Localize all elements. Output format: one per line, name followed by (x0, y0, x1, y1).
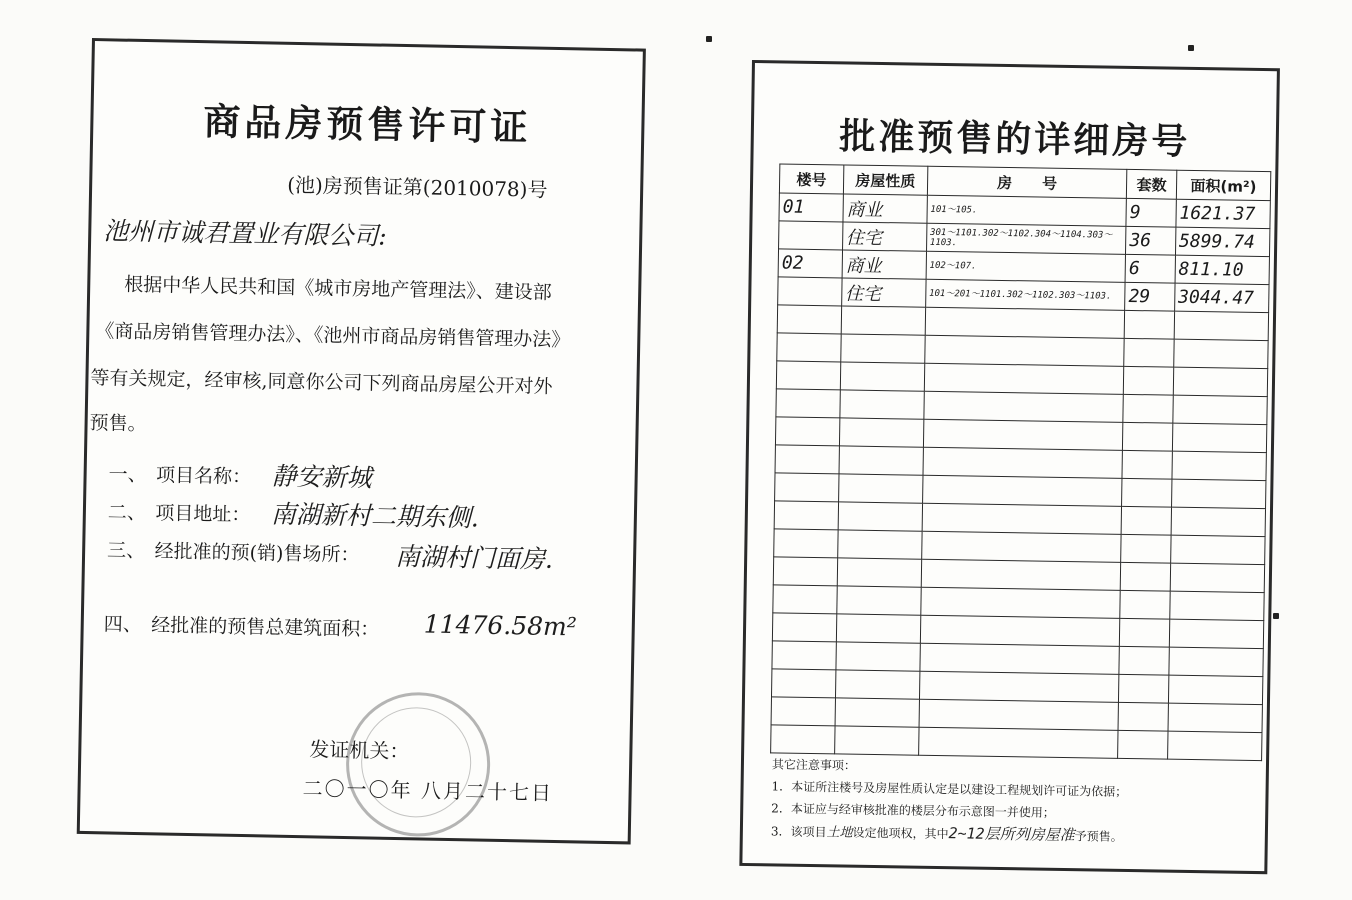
blank-cell (922, 503, 1122, 534)
blank-cell (835, 698, 919, 727)
blank-cell (1121, 506, 1171, 535)
cell-area: 811.10 (1175, 255, 1270, 284)
body-line-2: 《商品房销售管理办法》、《池州市商品房销售管理办法》 (95, 320, 571, 352)
cell-count: 36 (1126, 226, 1176, 255)
blank-cell (771, 725, 835, 754)
blank-cell (1123, 366, 1173, 395)
item4-label: 四、 经批准的预售总建筑面积： (103, 613, 380, 641)
cell-rooms: 101～201～1101.302～1102.303～1103. (925, 279, 1125, 310)
blank-cell (835, 670, 919, 699)
blank-cell (1118, 730, 1168, 759)
blank-cell (837, 530, 921, 559)
blank-cell (838, 474, 922, 503)
blank-rows (771, 305, 1269, 761)
cell-rooms: 101～105. (927, 195, 1127, 226)
sales-location: 南湖村门面房. (394, 541, 554, 574)
blank-cell (1118, 702, 1168, 731)
blank-cell (777, 305, 841, 334)
blank-cell (1173, 395, 1268, 424)
body-line-3: 等有关规定，经审核,同意你公司下列商品房屋公开对外 (90, 367, 553, 398)
blank-cell (1119, 646, 1169, 675)
cell-area: 5899.74 (1175, 227, 1270, 256)
header-building: 楼号 (779, 164, 843, 194)
cell-building: 01 (779, 193, 843, 222)
blank-cell (841, 306, 925, 335)
cell-building: 02 (778, 249, 842, 278)
blank-cell (836, 642, 920, 671)
blank-cell (1171, 507, 1266, 536)
blank-cell (837, 558, 921, 587)
header-type: 房屋性质 (843, 165, 927, 195)
blank-cell (775, 445, 839, 474)
blank-cell (775, 473, 839, 502)
blank-cell (836, 614, 920, 643)
note-3-hand-land: 土地 (826, 825, 853, 841)
blank-cell (1121, 534, 1171, 563)
header-count: 套数 (1127, 169, 1177, 199)
note-3-hand-floors: 2~12层所列房屋准 (948, 824, 1075, 845)
blank-cell (772, 613, 836, 642)
blank-cell (1119, 674, 1169, 703)
issuer-label: 发证机关： (309, 737, 410, 764)
blank-cell (772, 641, 836, 670)
header-area: 面积(m²) (1176, 170, 1271, 200)
blank-cell (920, 643, 1120, 674)
blank-cell (840, 390, 924, 419)
cell-type: 商业 (843, 194, 927, 223)
permit-title: 商品房预售许可证 (203, 100, 532, 150)
cert-number: (池)房预售证第(2010078)号 (286, 172, 548, 202)
blank-cell (776, 389, 840, 418)
issue-date: 二〇一〇年 八月二十七日 (302, 776, 554, 805)
blank-cell (1168, 675, 1263, 704)
official-seal (345, 691, 492, 838)
body-line-1: 根据中华人民共和国《城市房地产管理法》、建设部 (124, 273, 552, 304)
room-table (770, 163, 1271, 761)
blank-cell (776, 361, 840, 390)
cell-type: 住宅 (841, 278, 925, 307)
blank-cell (839, 418, 923, 447)
project-name: 静安新城 (271, 461, 372, 493)
blank-cell (838, 502, 922, 531)
blank-cell (1120, 562, 1170, 591)
scan-speck (1188, 45, 1194, 51)
blank-cell (771, 669, 835, 698)
blank-cell (1124, 338, 1174, 367)
cell-area: 1621.37 (1176, 199, 1271, 228)
blank-cell (920, 615, 1120, 646)
blank-cell (1122, 478, 1172, 507)
cell-count: 9 (1126, 198, 1176, 227)
notes-section (771, 753, 1252, 851)
blank-cell (774, 529, 838, 558)
blank-cell (918, 727, 1118, 758)
item2-label: 二、 项目地址： (107, 501, 251, 527)
blank-cell (840, 362, 924, 391)
blank-cell (1122, 450, 1172, 479)
header-rooms: 房 号 (927, 166, 1127, 198)
blank-cell (1123, 422, 1173, 451)
notes-title: 其它注意事项： (771, 757, 857, 773)
blank-cell (1170, 591, 1265, 620)
blank-cell (841, 334, 925, 363)
blank-cell (1123, 394, 1173, 423)
room-details-panel (739, 60, 1280, 874)
note-3-suffix: 予预售。 (1074, 829, 1123, 844)
blank-cell (924, 391, 1124, 422)
cell-type: 住宅 (842, 222, 926, 251)
body-line-4: 预售。 (89, 412, 147, 436)
scan-speck (706, 36, 712, 42)
blank-cell (1167, 731, 1262, 760)
cell-count: 6 (1125, 254, 1175, 283)
blank-cell (775, 417, 839, 446)
company-name: 池州市诚君置业有限公司: (103, 216, 387, 251)
blank-cell (925, 307, 1125, 338)
blank-cell (923, 419, 1123, 450)
blank-cell (924, 363, 1124, 394)
cell-rooms: 301～1101.302～1102.304～1104.303～1103. (926, 223, 1126, 254)
blank-cell (919, 699, 1119, 730)
blank-cell (777, 333, 841, 362)
blank-cell (1124, 310, 1174, 339)
blank-cell (773, 557, 837, 586)
item3-label: 三、 经批准的预(销)售场所： (106, 539, 360, 567)
blank-cell (1172, 423, 1267, 452)
cell-area: 3044.47 (1174, 283, 1269, 312)
blank-cell (839, 446, 923, 475)
blank-cell (922, 475, 1122, 506)
blank-cell (923, 447, 1123, 478)
cell-rooms: 102～107. (926, 251, 1126, 282)
blank-cell (1120, 590, 1170, 619)
blank-cell (1168, 703, 1263, 732)
blank-cell (1172, 451, 1267, 480)
blank-cell (925, 335, 1125, 366)
scan-speck (1273, 613, 1279, 619)
blank-cell (1173, 367, 1268, 396)
blank-cell (834, 726, 918, 755)
blank-cell (1120, 618, 1170, 647)
cell-building (778, 277, 842, 306)
note-3-prefix: 3．该项目 (770, 824, 827, 840)
blank-cell (1170, 535, 1265, 564)
cell-type: 商业 (842, 250, 926, 279)
blank-cell (921, 531, 1121, 562)
total-area: 11476.58m² (423, 609, 578, 642)
note-3-mid: 设定他项权，其中 (852, 825, 949, 842)
blank-cell (921, 587, 1121, 618)
blank-cell (919, 671, 1119, 702)
blank-cell (1171, 479, 1266, 508)
presale-permit-panel (77, 38, 646, 844)
blank-cell (1174, 311, 1269, 340)
cell-building (779, 221, 843, 250)
cell-count: 29 (1125, 282, 1175, 311)
details-title: 批准预售的详细房号 (838, 116, 1191, 163)
note-1: 1．本证所注楼号及房屋性质认定是以建设工程规划许可证为依据； (771, 779, 1128, 799)
blank-cell (837, 586, 921, 615)
blank-cell (771, 697, 835, 726)
blank-cell (1169, 647, 1264, 676)
blank-cell (921, 559, 1121, 590)
note-2: 2．本证应与经审核批准的楼层分布示意图一并使用； (771, 801, 1055, 820)
blank-cell (1174, 339, 1269, 368)
item1-label: 一、 项目名称： (108, 463, 252, 489)
blank-cell (1169, 619, 1264, 648)
project-address: 南湖新村二期东侧. (270, 499, 480, 533)
blank-cell (773, 585, 837, 614)
blank-cell (1170, 563, 1265, 592)
blank-cell (774, 501, 838, 530)
